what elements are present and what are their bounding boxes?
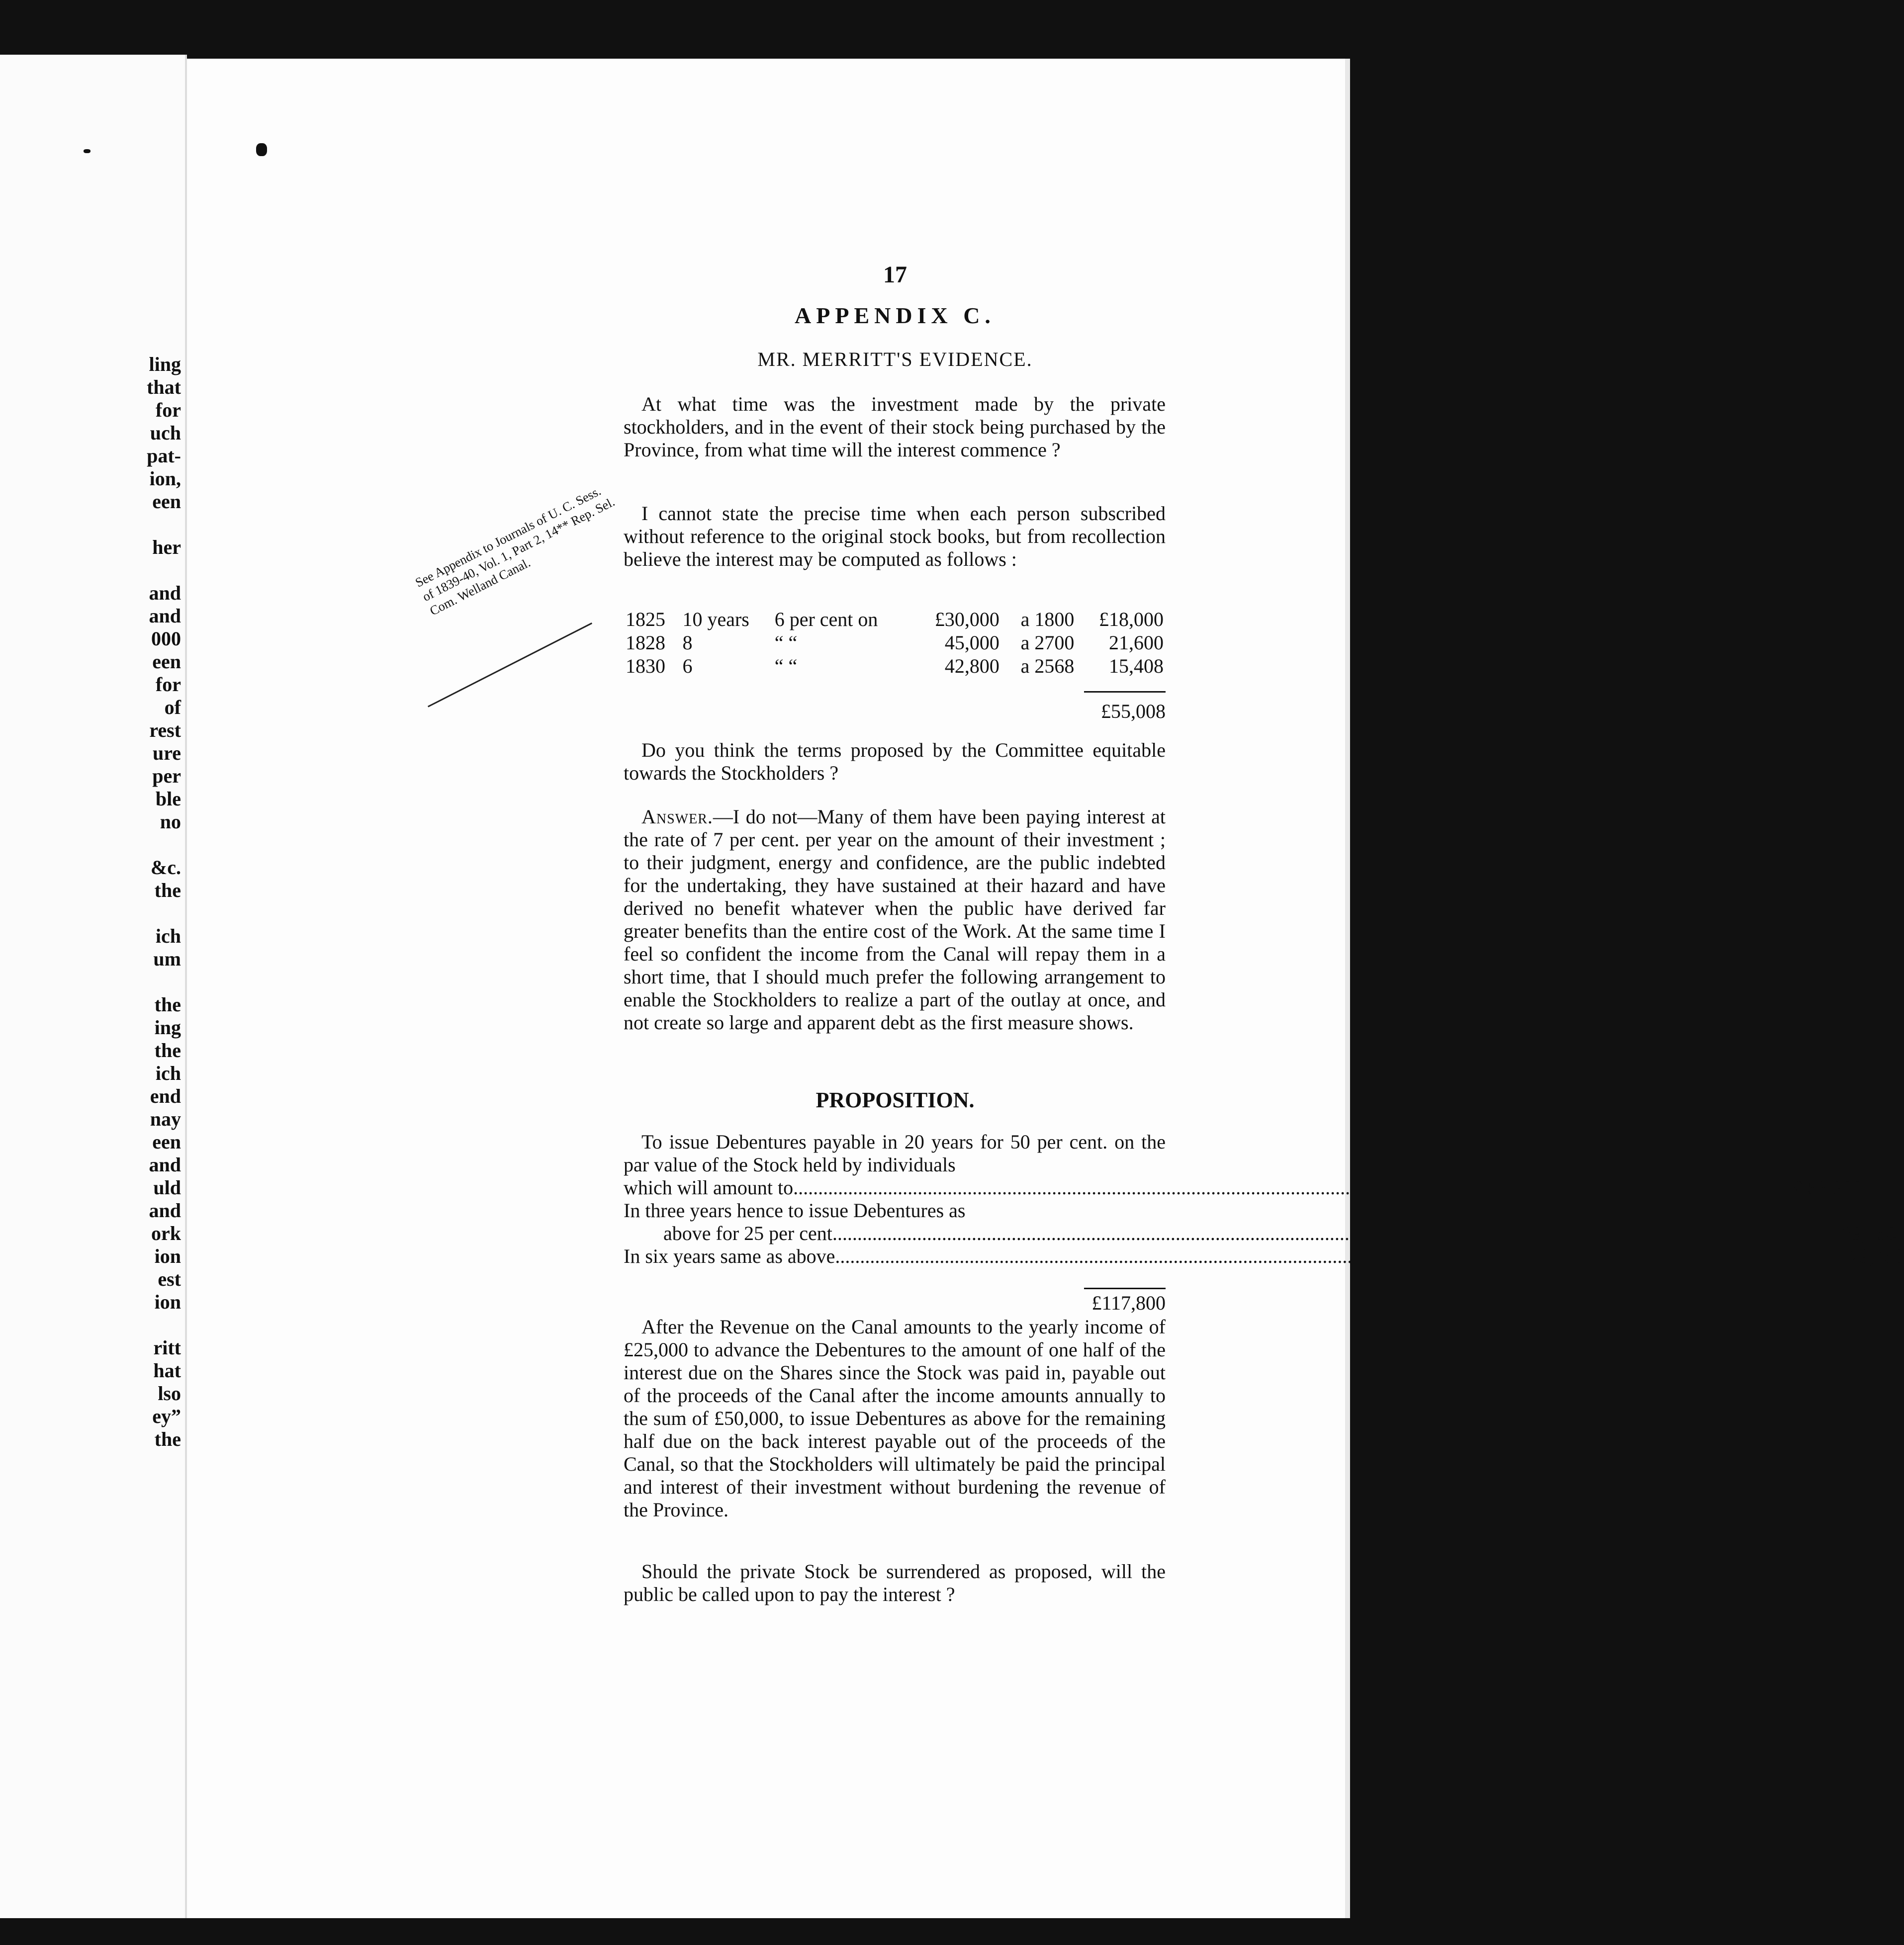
facing-page-fragment: ble xyxy=(155,788,181,810)
facing-page-fragment: ing xyxy=(154,1016,181,1039)
interest-rate: 6 per cent on xyxy=(774,608,878,630)
question-2 xyxy=(624,739,1166,785)
after-text xyxy=(624,1316,1166,1521)
facing-page-fragment: the xyxy=(154,879,181,901)
facing-page-fragment: per xyxy=(152,765,181,787)
facing-page-fragment: hat xyxy=(153,1359,181,1382)
interest-amount: 21,600 xyxy=(1109,631,1164,654)
facing-page-fragment: and xyxy=(149,1153,181,1176)
facing-page-fragment: the xyxy=(154,1428,181,1450)
proposition-line xyxy=(624,1199,1166,1222)
interest-multiplier: a 2568 xyxy=(1020,655,1075,677)
facing-page-fragment: the xyxy=(154,1039,181,1061)
table-rule xyxy=(1084,691,1166,693)
facing-page-fragment: ich xyxy=(155,925,181,947)
proposition-lines xyxy=(624,1176,1904,1268)
facing-page-fragment: lso xyxy=(158,1382,181,1405)
facing-page-fragment: no xyxy=(160,810,181,833)
facing-page-fragment: een xyxy=(152,650,181,673)
facing-page-fragment: ure xyxy=(152,742,181,764)
facing-page-fragment: her xyxy=(152,536,181,558)
interest-years: 6 xyxy=(682,655,693,677)
facing-page-fragment: ion xyxy=(154,1291,181,1313)
interest-year: 1825 xyxy=(626,608,665,630)
facing-page-fragment: est xyxy=(158,1268,181,1290)
facing-page-fragment: pat- xyxy=(147,444,181,467)
facing-page xyxy=(0,55,187,1919)
proposition-line-label: above for 25 per cent xyxy=(663,1222,832,1244)
after-text-body: After the Revenue on the Canal amounts to the yearly income of £25,000 to advance the Debentures to the amount of one half of the interest due on the Shares since the Stock was paid in, payable out of the proceeds of the Canal after the income amounts annually to the sum of £50,000, to issue Debentures as above for the remaining half due on the back interest payable out of the proceeds of the Canal, so that the Stockholders will ultimately be paid the principal and interest of their investment without burdening the revenue of the Province. xyxy=(624,1316,1166,1521)
facing-page-fragment: and xyxy=(149,605,181,627)
interest-total: £55,008 xyxy=(1101,700,1166,722)
interest-rate: “ “ xyxy=(774,655,798,677)
proposition-line-label: In three years hence to issue Debentures as xyxy=(624,1199,966,1222)
facing-page-fragment: een xyxy=(152,1131,181,1153)
facing-page-fragment: uld xyxy=(153,1176,181,1199)
proposition-title: PROPOSITION. xyxy=(816,1088,975,1112)
answer-1 xyxy=(624,502,1166,571)
interest-capital: £30,000 xyxy=(934,608,999,630)
leader-dots: ........................................................................................................................................................................................................ xyxy=(835,1245,1830,1267)
facing-page-fragment: ion xyxy=(154,1245,181,1267)
leader-dots: ........................................................................................................................................................................................................ xyxy=(793,1176,1788,1199)
question-1 xyxy=(624,393,1166,461)
scan-border xyxy=(0,1918,1380,1945)
facing-page-fragment: ling xyxy=(149,353,181,375)
answer-label: Answer. xyxy=(641,805,713,828)
question-2-text: Do you think the terms proposed by the Committee equitable towards the Stockholders ? xyxy=(624,739,1166,784)
question-1-text: At what time was the investment made by the private stockholders, and in the event of their stock being purchased by the Province, from what time will the interest commence ? xyxy=(624,393,1166,461)
facing-page-fragment: and xyxy=(149,582,181,604)
appendix-title: APPENDIX C. xyxy=(795,303,996,328)
facing-page-fragment xyxy=(82,971,181,993)
facing-page-fragment xyxy=(82,902,181,925)
ink-mark xyxy=(84,149,91,153)
interest-capital: 42,800 xyxy=(944,655,999,677)
facing-page-fragment: end xyxy=(150,1085,181,1107)
interest-row xyxy=(624,608,1166,631)
interest-row xyxy=(624,654,1166,678)
facing-page-fragment: rest xyxy=(149,719,181,741)
facing-page-fragment: &c. xyxy=(150,856,181,879)
facing-page-fragment: uch xyxy=(150,422,181,444)
proposition-total: £117,800 xyxy=(1091,1292,1166,1314)
facing-page-fragment xyxy=(82,513,181,536)
facing-page-fragment: een xyxy=(152,490,181,513)
facing-page-fragment xyxy=(82,1314,181,1336)
interest-amount: £18,000 xyxy=(1099,608,1164,630)
proposition-line xyxy=(624,1176,1863,1199)
facing-page-fragment: ritt xyxy=(153,1336,181,1359)
page-number: 17 xyxy=(883,262,907,288)
section-heading: MR. MERRITT'S EVIDENCE. xyxy=(757,348,1033,370)
answer-2-text: —I do not—Many of them have been paying interest at the rate of 7 per cent. per year on the amount of their investment ; to their judgment, energy and confidence, are the public indebted for the undertaking, they have sustained at their hazard and have derived no benefit whatever when the public have derived far greater benefits than the entire cost of the Work. At the same time I feel so confident the income from the Canal will repay them in a short time, that I should much prefer the following arrangement to enable the Stockholders to realize a part of the outlay at once, and not create so large and apparent debt as the first measure shows. xyxy=(624,805,1166,1034)
facing-page-fragment: ich xyxy=(155,1062,181,1084)
interest-multiplier: a 1800 xyxy=(1020,608,1075,630)
question-3 xyxy=(624,1560,1166,1606)
interest-rate: “ “ xyxy=(774,631,798,654)
interest-table xyxy=(624,608,1166,678)
proposition-line-value: 29,450 xyxy=(1849,1245,1904,1267)
proposition-line xyxy=(624,1222,1902,1245)
interest-year: 1830 xyxy=(626,655,665,677)
proposition-line-label: which will amount to xyxy=(624,1176,794,1199)
facing-page-fragment: nay xyxy=(150,1108,181,1130)
proposition-intro: To issue Debentures payable in 20 years for 50 per cent. on the par value of the Stock held by individuals xyxy=(624,1131,1166,1176)
answer-2 xyxy=(624,805,1166,1034)
interest-years: 10 years xyxy=(682,608,749,630)
interest-year: 1828 xyxy=(626,631,665,654)
page-edge xyxy=(1345,59,1350,1918)
proposition-line-value: £ 58,900 xyxy=(1793,1176,1863,1199)
facing-page-fragments xyxy=(82,353,181,1451)
facing-page-fragment: ork xyxy=(151,1222,181,1244)
facing-page-fragment: um xyxy=(153,948,181,970)
answer-1-text: I cannot state the precise time when each person subscribed without reference to the original stock books, but from recollection believe the interest may be computed as follows : xyxy=(624,502,1166,570)
interest-amount: 15,408 xyxy=(1109,655,1164,677)
margin-note: See Appendix to Journals of U. C. Sess. of 1839-40, Vol. 1, Part 2, 14** Rep. Sel. Com. Welland Canal. xyxy=(413,483,617,619)
question-3-text: Should the private Stock be surrendered as proposed, will the public be called upon to pay the interest ? xyxy=(624,1560,1166,1605)
facing-page-fragment: of xyxy=(164,696,181,718)
proposition-line xyxy=(624,1245,1904,1268)
facing-page-fragment: for xyxy=(155,399,181,421)
facing-page-fragment: ey” xyxy=(152,1405,181,1427)
proposition-line-value: 29,450. xyxy=(1841,1222,1902,1244)
facing-page-fragment xyxy=(82,833,181,856)
interest-years: 8 xyxy=(682,631,693,654)
leader-dots: ........................................................................................................................................................................................................ xyxy=(832,1222,1827,1244)
proposition-line-label: In six years same as above xyxy=(624,1245,835,1267)
facing-page-fragment: 000 xyxy=(151,627,181,650)
facing-page-fragment: and xyxy=(149,1199,181,1222)
facing-page-fragment xyxy=(82,559,181,582)
facing-page-fragment: for xyxy=(155,673,181,696)
proposition xyxy=(624,1131,1904,1268)
interest-row xyxy=(624,631,1166,654)
ink-mark xyxy=(256,143,267,156)
facing-page-fragment: ion, xyxy=(149,467,181,490)
proposition-rule xyxy=(1084,1288,1166,1289)
facing-page-fragment: the xyxy=(154,993,181,1016)
interest-multiplier: a 2700 xyxy=(1020,631,1075,654)
interest-capital: 45,000 xyxy=(944,631,999,654)
facing-page-fragment: that xyxy=(147,376,181,398)
